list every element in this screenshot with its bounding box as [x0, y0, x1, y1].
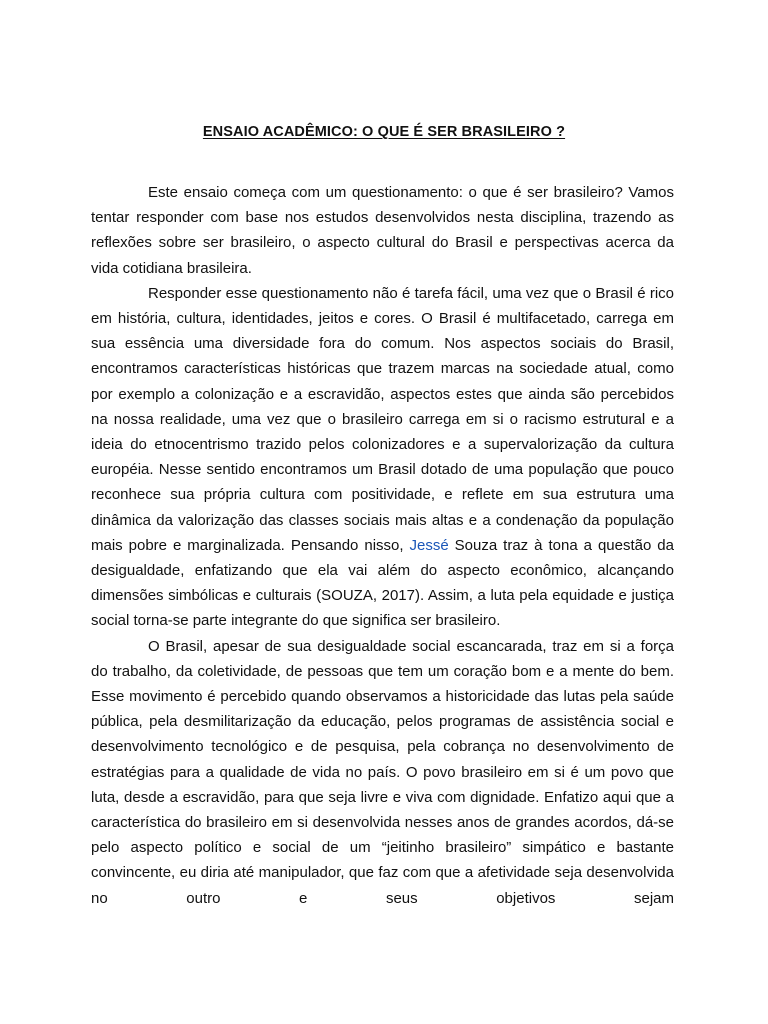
document-body — [91, 180, 674, 911]
paragraph-1: Este ensaio começa com um questionamento: o que é ser brasileiro? Vamos tentar responder com base nos estudos desenvolvidos nesta disciplina, trazendo as reflexões sobre ser brasileiro, o aspecto cultural do Brasil e perspectivas acerca da vida cotidiana brasileira. — [91, 184, 674, 277]
paragraph-3: O Brasil, apesar de sua desigualdade social escancarada, traz em si a força do trabalho, da coletividade, de pessoas que tem um coração bom e a mente do bem. Esse movimento é percebido quando observamos a historicidade das lutas pela saúde pública, pela desmilitarização da educação, pelos programas de assistência social e desenvolvimento tecnológico e de pesquisa, pela cobrança no desenvolvimento de estratégias para a qualidade de vida no país. O povo brasileiro em si é um povo que luta, desde a escravidão, para que seja livre e viva com dignidade. Enfatizo aqui que a característica do brasileiro em si desenvolvida nesses anos de grandes acordos, dá-se pelo aspecto político e social de um “jeitinho brasileiro” simpático e bastante convincente, eu diria até manipulador, que faz com que a afetividade seja desenvolvida no outro e seus objetivos sejam — [91, 637, 674, 907]
paragraph-2 — [91, 281, 674, 634]
highlighted-name: Jessé — [409, 536, 449, 554]
paragraph-2-text-before: Responder esse questionamento não é tarefa fácil, uma vez que o Brasil é rico em história, cultura, identidades, jeitos e cores. O Brasil é multifacetado, carrega em sua essência uma diversidade fora do comum. Nos aspectos sociais do Brasil, encontramos características históricas que trazem marcas na sociedade atual, como por exemplo a colonização e a escravidão, aspectos estes que ainda são percebidos na nossa realidade, uma vez que o brasileiro carrega em si o racismo estrutural e a ideia do etnocentrismo trazido pelos colonizadores e a supervalorização da cultura européia. Nesse sentido encontramos um Brasil dotado de uma população que pouco reconhece sua própria cultura com positividade, e reflete em sua estrutura uma dinâmica da valorização das classes sociais mais altas e a condenação da população mais pobre e marginalizada. Pensando nisso, — [91, 284, 674, 554]
document-title: ENSAIO ACADÊMICO: O QUE É SER BRASILEIRO ? — [202, 124, 566, 140]
paragraph-2-text-after: Souza traz à tona a questão da desigualdade, enfatizando que ela vai além do aspecto econômico, alcançando dimensões simbólicas e culturais (SOUZA, 2017). Assim, a luta pela equidade e justiça social torna-se parte integrante do que significa ser brasileiro. — [91, 536, 674, 630]
